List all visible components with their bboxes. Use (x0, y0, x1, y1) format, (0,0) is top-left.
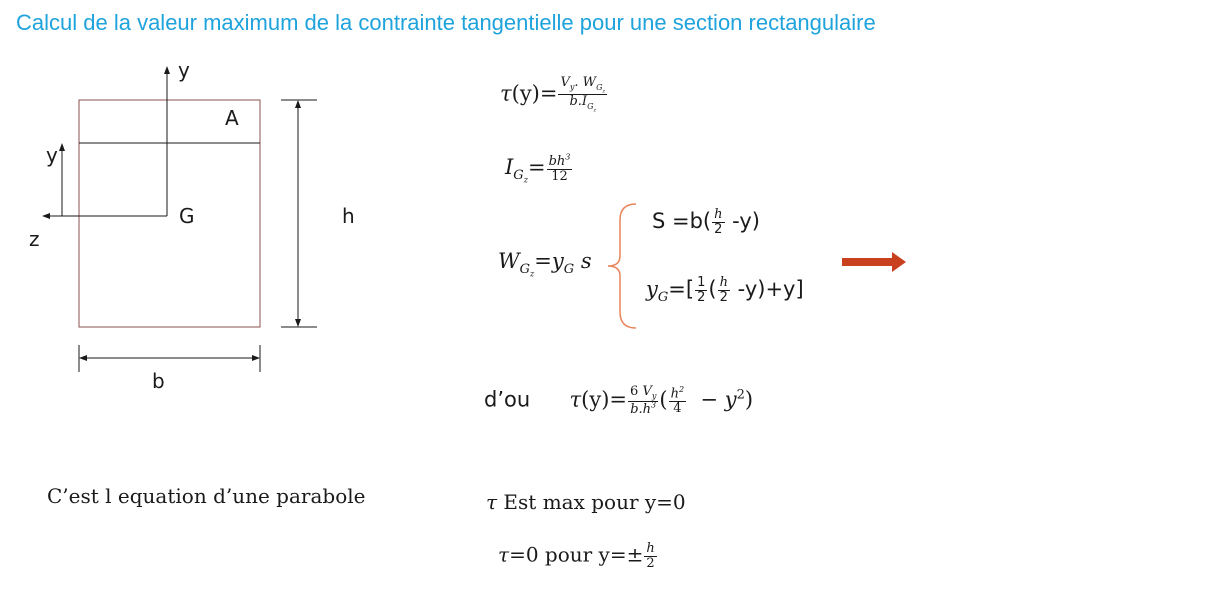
local-y-label: y (46, 143, 58, 167)
section-diagram (0, 50, 400, 400)
inertia-formula: $I_{G_z}=$ $\frac{bh^3}{12}$ (505, 153, 571, 186)
yg-expression: $y_G=$[ $\frac{1}{2}$ ( $\frac{h}{2}$ -y)+y] (646, 275, 804, 306)
width-label: b (152, 369, 165, 393)
y-axis-arrowhead (164, 66, 170, 74)
max-statement: τ Est max pour y=0 (486, 490, 686, 514)
local-y-arrowhead (59, 143, 65, 151)
system-brace (604, 202, 638, 330)
conclusion-text: C’est l equation d’une parabole (47, 484, 366, 508)
axis-y-label: y (178, 58, 190, 82)
section-rectangle (79, 100, 260, 327)
point-a-label: A (225, 106, 239, 130)
static-moment-formula: $W_{G_z}=y_G$ s (498, 249, 592, 279)
point-g-label: G (179, 204, 195, 228)
zero-statement: τ=0 pour y=± $\frac{h}{2}$ (498, 541, 655, 571)
height-label: h (342, 204, 355, 228)
z-axis-arrowhead (42, 213, 50, 219)
s-expression: S =b( $\frac{h}{2}$ -y) (652, 207, 761, 237)
tau-definition-formula: τ(y)= $\frac{V_y. W_{G_z}}{b.I_{G_z}}$ (500, 75, 606, 114)
page-title: Calcul de la valeur maximum de la contrainte tangentielle pour une section rectangulaire (16, 10, 876, 35)
axis-z-label: z (29, 227, 40, 251)
result-formula: d’ou τ(y)= $\frac{6 V_y}{b.h^3}$ ( $\frac{h^2}{4}$ − $y^2$) (484, 384, 754, 418)
right-arrow-icon (840, 250, 908, 276)
